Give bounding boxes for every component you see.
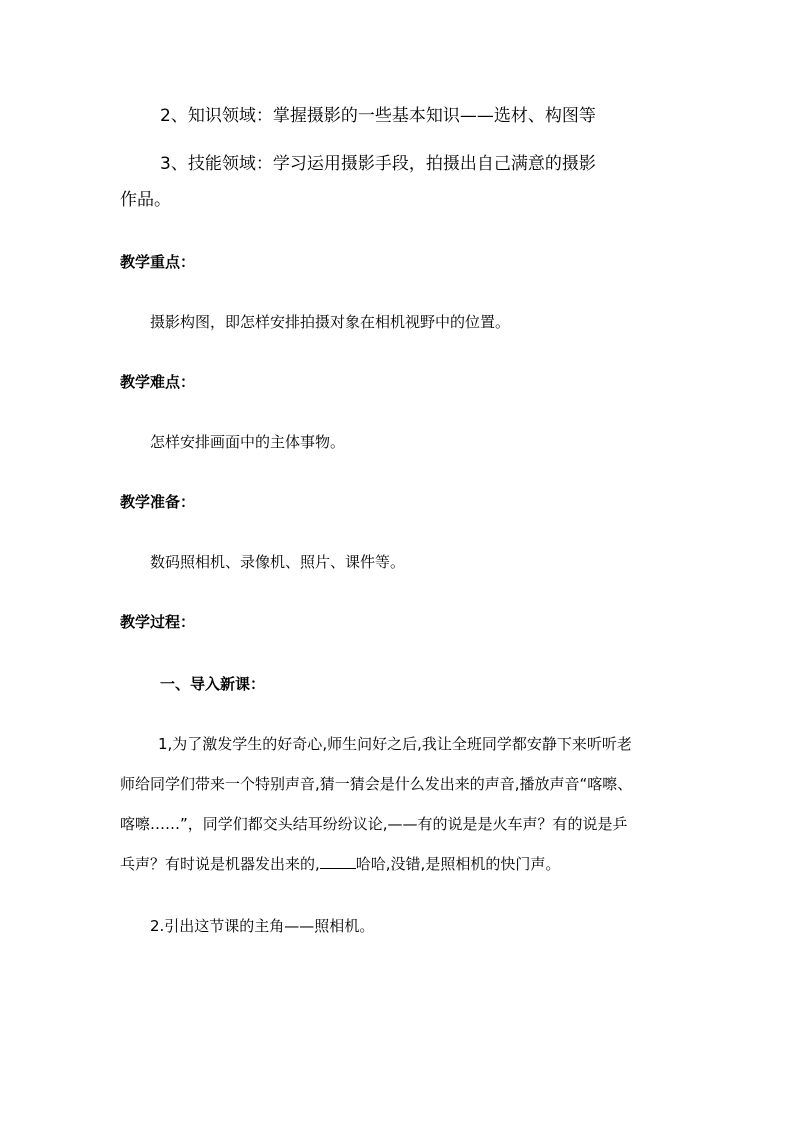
objective-skill: 3、技能领域：学习运用摄影手段，拍摄出自己满意的摄影: [160, 154, 596, 174]
preparation-heading: 教学准备：: [120, 493, 196, 511]
objective-knowledge: 2、知识领域：掌握摄影的一些基本知识——选材、构图等: [160, 106, 596, 126]
difficulty-text: 怎样安排画面中的主体事物。: [150, 433, 346, 451]
paragraph2: 2.引出这节课的主角——照相机。: [150, 917, 375, 935]
objective-skill-cont: 作品。: [120, 190, 171, 210]
paragraph1-line4-part2: 哈哈,没错,是照相机的快门声。: [355, 855, 561, 873]
key-point-heading: 教学重点：: [120, 253, 196, 271]
paragraph1-line3: 喀嚓……”，同学们都交头结耳纷纷议论,——有的说是是火车声？有的说是乒: [120, 815, 628, 833]
section1-title: 一、导入新课：: [160, 675, 266, 693]
paragraph1-line1: 1,为了激发学生的好奇心,师生问好之后,我让全班同学都安静下来听听老: [158, 735, 632, 753]
preparation-text: 数码照相机、录像机、照片、课件等。: [150, 553, 406, 571]
paragraph1-line4: [120, 852, 560, 876]
process-heading: 教学过程：: [120, 613, 196, 631]
fill-in-blank: [320, 854, 356, 869]
difficulty-heading: 教学难点：: [120, 373, 196, 391]
key-point-text: 摄影构图，即怎样安排拍摄对象在相机视野中的位置。: [150, 313, 511, 331]
paragraph1-line4-part1: 乓声？有时说是机器发出来的,: [120, 855, 320, 873]
paragraph1-line2: 师给同学们带来一个特别声音,猜一猜会是什么发出来的声音,播放声音“喀嚓、: [120, 775, 633, 793]
